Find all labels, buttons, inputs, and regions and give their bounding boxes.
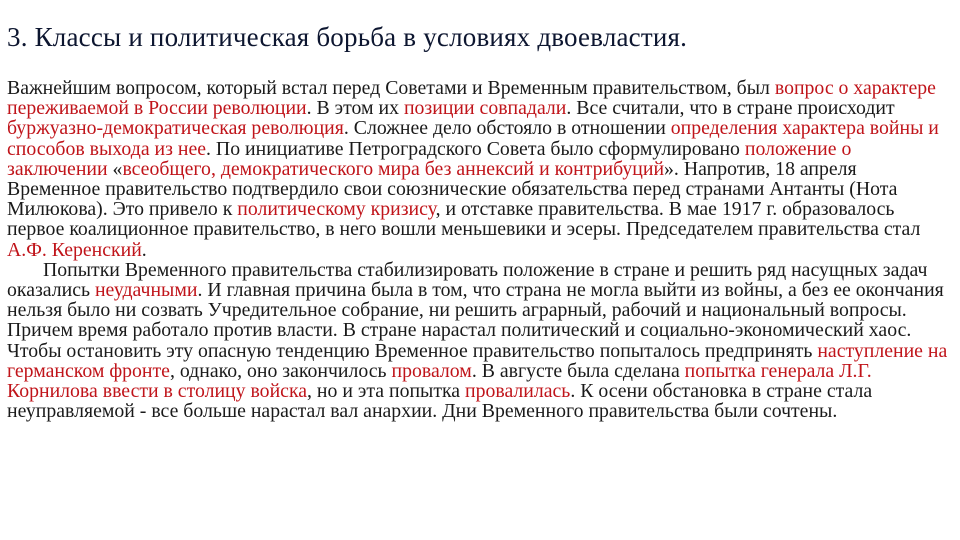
- text-run: .: [141, 238, 147, 261]
- text-run: ». Напротив, 18 апреля Временное правительство подтвердило свои союзнические обязательства перед странами Антанты (Нота Милюкова). Это привело к: [7, 157, 898, 221]
- highlighted-text: определения характера войны и способов выхода из нее: [7, 117, 939, 160]
- highlighted-text: неудачными: [94, 279, 198, 302]
- text-run: , и отставке правительства. В мае 1917 г. образовалось первое коалиционное правительство, в него вошли меньшевики и эсеры. Председателем правительства стал: [7, 198, 921, 241]
- slide-title: 3. Классы и политическая борьба в условиях двоевластия.: [7, 22, 688, 52]
- highlighted-text: политическому кризису: [237, 198, 436, 221]
- text-run: . Все считали, что в стране происходит: [566, 97, 895, 120]
- text-run: , но и эта попытка: [307, 380, 466, 403]
- highlighted-text: попытка генерала Л.Г. Корнилова ввести в столицу войска: [7, 359, 872, 403]
- text-run: . В этом их: [306, 97, 404, 120]
- text-run: Попытки Временного правительства стабилизировать положение в стране и решить ряд насущных задач оказались: [7, 258, 928, 302]
- highlighted-text: провалилась: [465, 380, 571, 403]
- text-run: , однако, оно закончилось: [169, 359, 392, 382]
- highlighted-text: А.Ф. Керенский: [7, 238, 142, 261]
- text-run: «: [107, 157, 123, 180]
- slide-body: [7, 78, 952, 421]
- highlighted-text: положение о заключении: [7, 137, 852, 180]
- text-run: . Сложнее дело обстояло в отношении: [343, 117, 671, 140]
- text-run: Важнейшим вопросом, который встал перед Советами и Временным правительством, был: [7, 77, 775, 99]
- highlighted-text: провалом: [391, 359, 472, 382]
- highlighted-text: наступление на германском фронте: [7, 339, 948, 382]
- highlighted-text: вопрос о характере переживаемой в России революции: [7, 77, 936, 120]
- text-run: . По инициативе Петроградского Совета было сформулировано: [206, 137, 745, 160]
- paragraph: [7, 78, 952, 260]
- text-run: . К осени обстановка в стране стала неуправляемой - все больше нарастал вал анархии. Дни Временного правительства были сочтены.: [7, 380, 873, 423]
- text-run: . И главная причина была в том, что страна не могла выйти из войны, а без ее окончания нельзя было ни созвать Учредительное собрание, ни решить аграрный, рабочий и национальный вопросы. Причем время работало против власти. В стране нарастал политический и социально-экономический хаос. Чтобы остановить эту опасную тенденцию Временное правительство попыталось предпринять: [7, 279, 944, 362]
- text-run: . В августе была сделана: [471, 359, 685, 382]
- highlighted-text: позиции совпадали: [403, 97, 567, 120]
- paragraph: [7, 260, 952, 422]
- highlighted-text: буржуазно-демократическая революция: [7, 117, 344, 140]
- highlighted-text: всеобщего, демократического мира без аннексий и контрибуций: [122, 157, 665, 180]
